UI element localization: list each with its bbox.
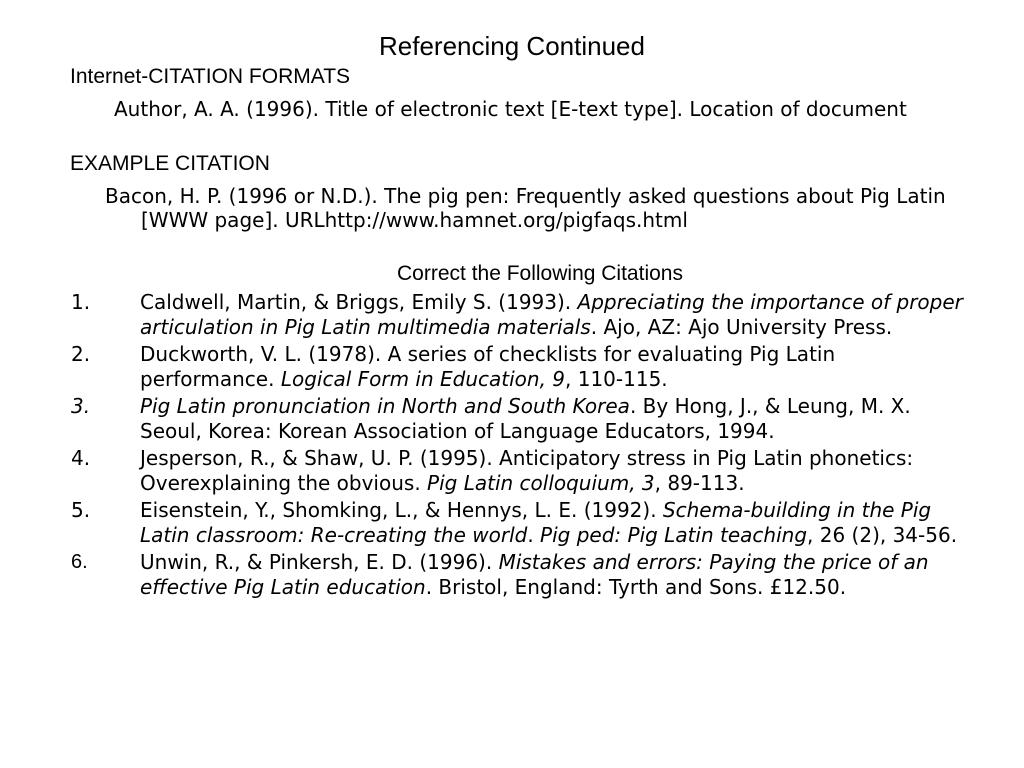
list-item xyxy=(0,394,1024,444)
list-item xyxy=(0,550,1024,600)
section-heading-correct-citations: Correct the Following Citations xyxy=(397,262,683,285)
list-number: 1. xyxy=(71,290,91,314)
list-number: 3. xyxy=(71,394,91,418)
citation-list xyxy=(0,290,1024,602)
list-number: 6. xyxy=(71,551,88,573)
citation-text: Unwin, R., & Pinkersh, E. D. (1996). Mistakes and errors: Paying the price of an effective Pig Latin education. Bristol, England: Tyrth and Sons. £12.50. xyxy=(140,550,929,599)
slide-title: Referencing Continued xyxy=(379,31,645,61)
list-item xyxy=(0,290,1024,340)
citation-text: Jesperson, R., & Shaw, U. P. (1995). Anticipatory stress in Pig Latin phonetics: Overexplaining the obvious. Pig Latin colloquium, 3, 89-113. xyxy=(140,446,914,495)
citation-text: Pig Latin pronunciation in North and South Korea. By Hong, J., & Leung, M. X. Seoul, Korea: Korean Association of Language Educators, 1994. xyxy=(140,394,911,443)
example-citation: Bacon, H. P. (1996 or N.D.). The pig pen: Frequently asked questions about Pig Latin [WWW page]. URLhttp://www.hamnet.org/pigfaqs.html xyxy=(105,184,946,232)
section-heading-internet-formats: Internet-CITATION FORMATS xyxy=(70,65,351,88)
citation-text: Caldwell, Martin, & Briggs, Emily S. (1993). Appreciating the importance of proper articulation in Pig Latin multimedia materials. Ajo, AZ: Ajo University Press. xyxy=(140,290,963,339)
list-item xyxy=(0,342,1024,392)
citation-format-template: Author, A. A. (1996). Title of electronic text [E-text type]. Location of document xyxy=(114,97,907,121)
list-item xyxy=(0,446,1024,496)
citation-text: Duckworth, V. L. (1978). A series of checklists for evaluating Pig Latin performance. Logical Form in Education, 9, 110-115. xyxy=(140,342,836,391)
citation-text: Eisenstein, Y., Shomking, L., & Hennys, L. E. (1992). Schema-building in the Pig Latin classroom: Re-creating the world. Pig ped: Pig Latin teaching, 26 (2), 34-56. xyxy=(140,498,958,547)
list-number: 4. xyxy=(71,446,91,470)
list-number: 2. xyxy=(71,342,91,366)
list-item xyxy=(0,498,1024,548)
section-heading-example: EXAMPLE CITATION xyxy=(70,152,270,175)
list-number: 5. xyxy=(71,498,91,522)
